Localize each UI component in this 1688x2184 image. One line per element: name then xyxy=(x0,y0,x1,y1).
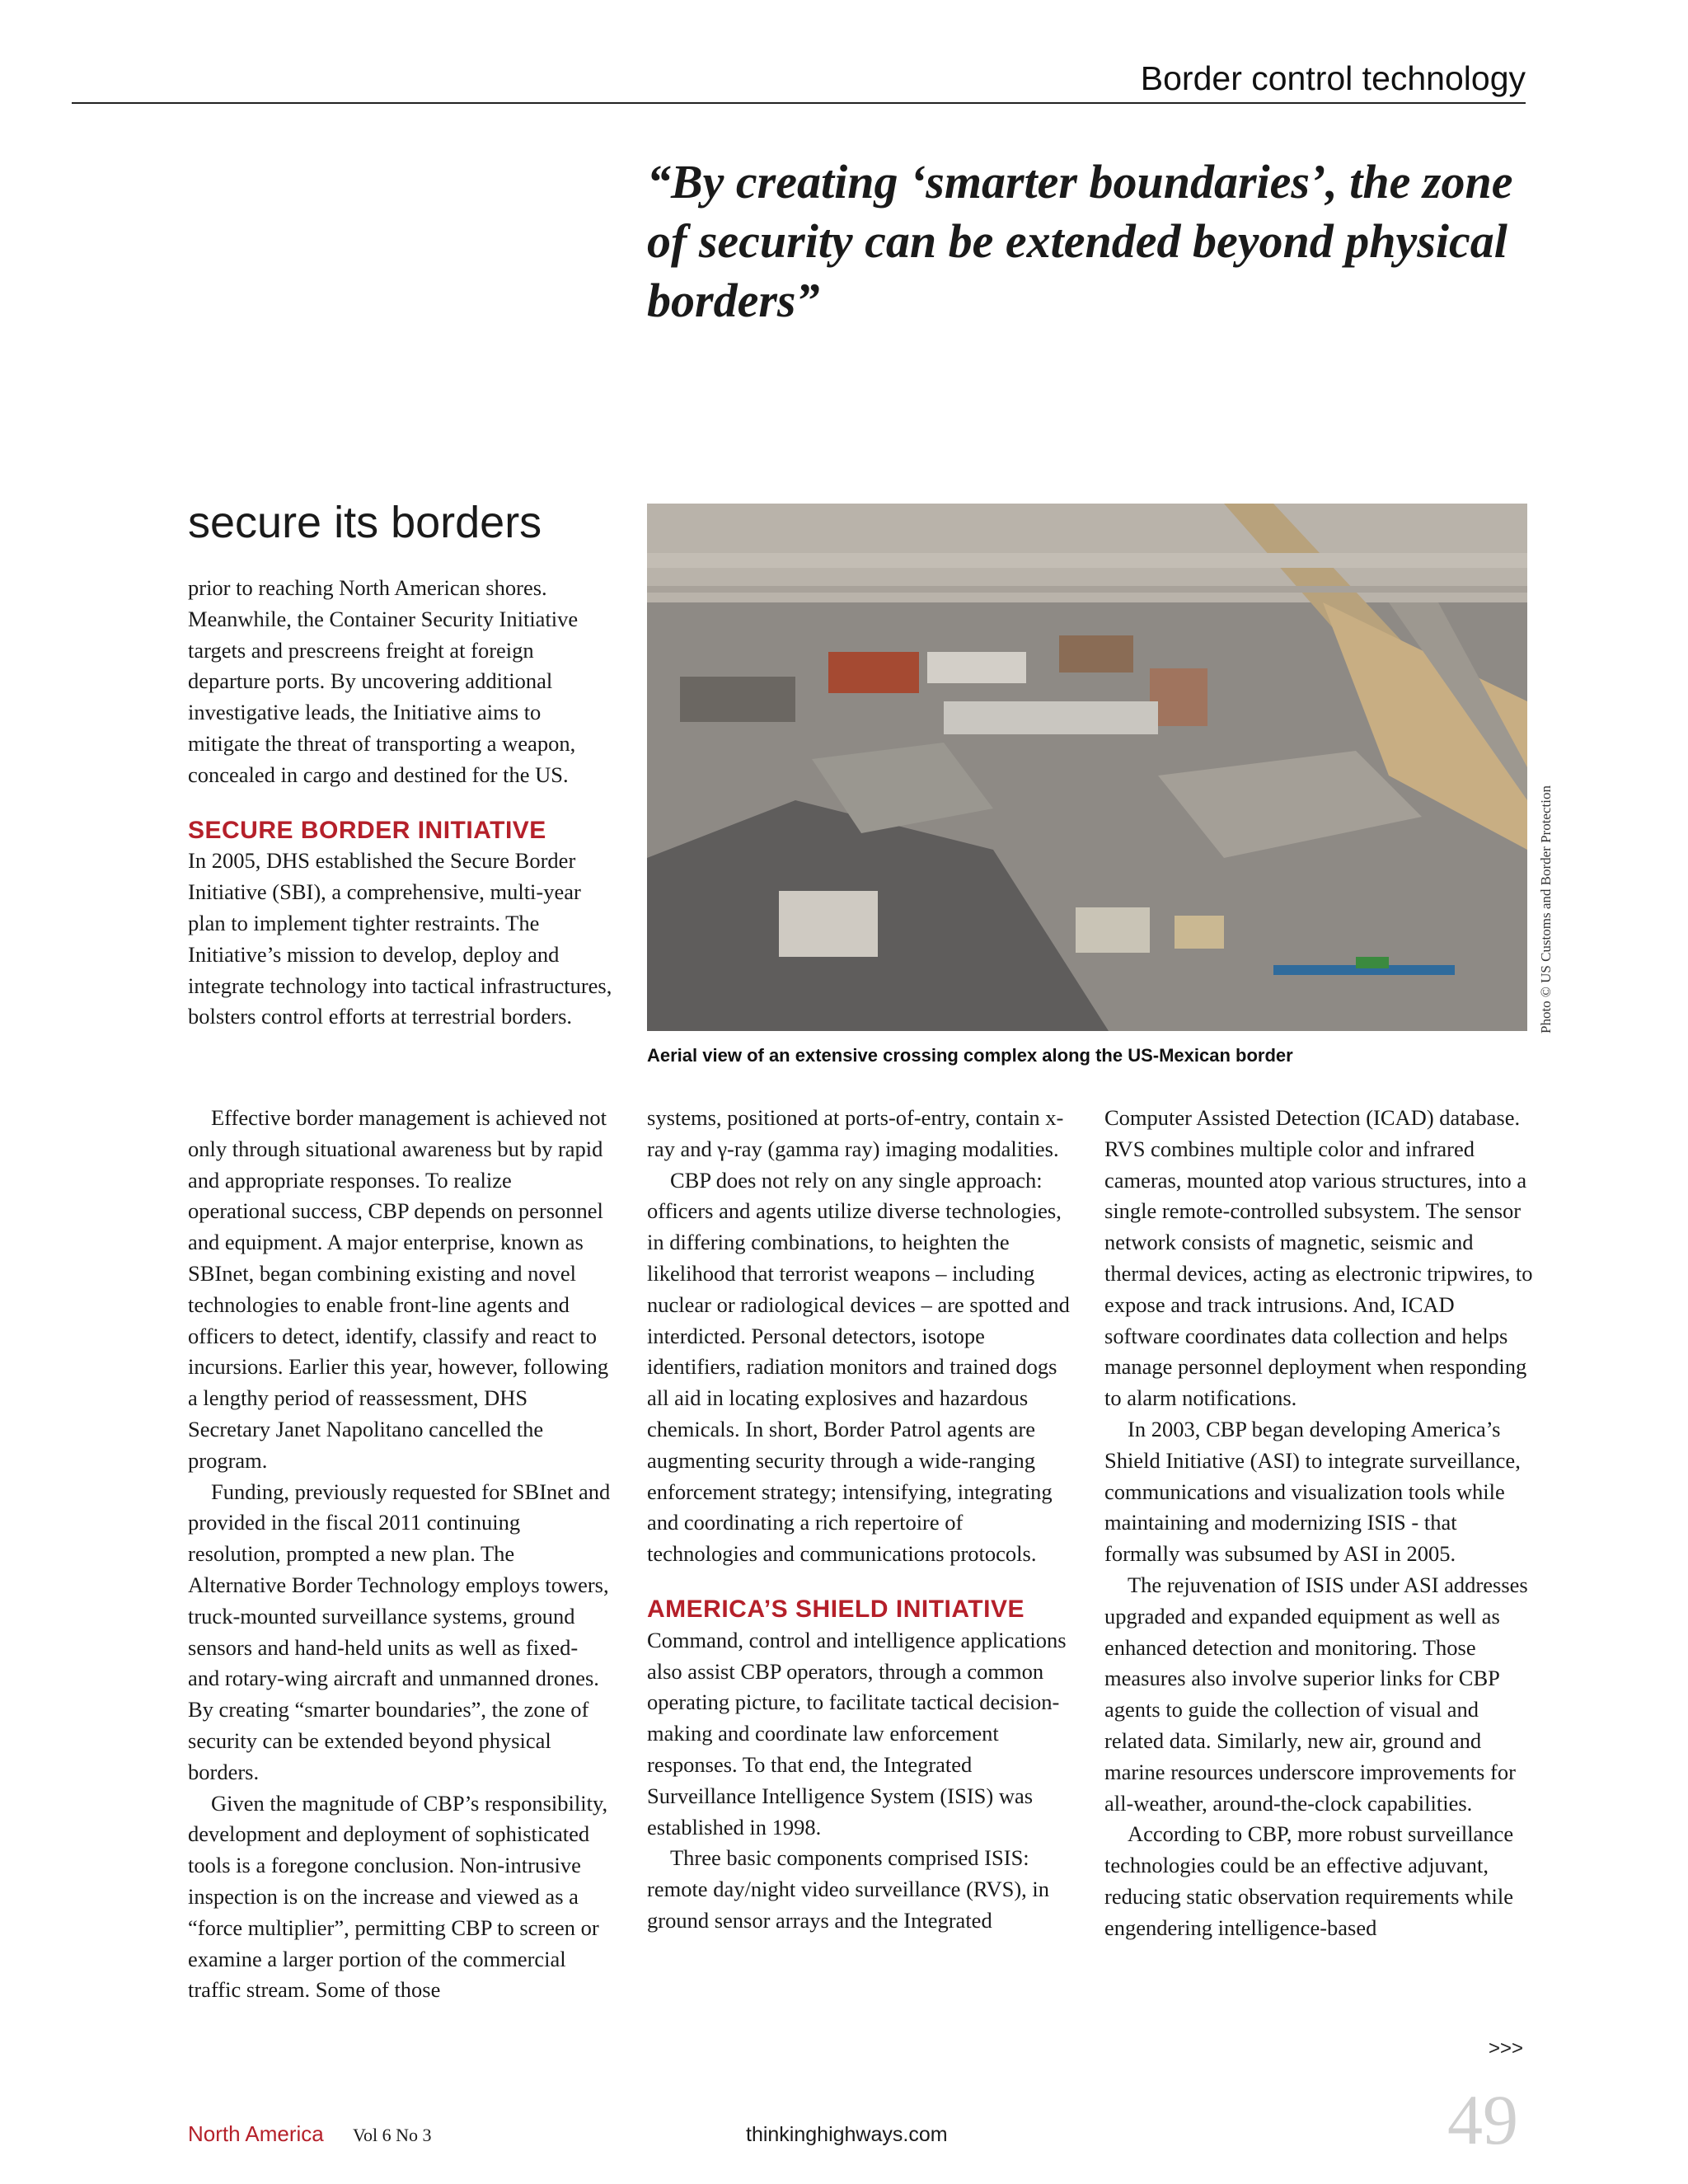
photo-credit: Photo © US Customs and Border Protection xyxy=(1538,785,1554,1033)
pull-quote: “By creating ‘smarter boundaries’, the zone of security can be extended beyond physical borders” xyxy=(647,155,1513,327)
page-number: 49 xyxy=(1447,2080,1518,2159)
paragraph: In 2005, DHS established the Secure Border Initiative (SBI), a comprehensive, multi-year plan to implement tighter restraints. The Initiative’s mission to develop, deploy and integrate technology into tactical infrastructures, bolsters control efforts at terrestrial borders. xyxy=(188,848,612,1029)
subheading-americas-shield-initiative: AMERICA’S SHIELD INITIATIVE xyxy=(647,1595,1025,1623)
column-3 xyxy=(1104,1103,1533,1944)
paragraph: Given the magnitude of CBP’s responsibility, development and deployment of sophisticated tools is a foregone conclusion. Non-intrusive inspection is on the increase and viewed as a “force multiplier”, permitting CBP to screen or examine a larger portion of the commercial traffic stream. Some of those xyxy=(188,1790,608,2003)
paragraph: According to CBP, more robust surveillance technologies could be an effective adjuvant, reducing static observation requirements while engendering intelligence-based xyxy=(1104,1821,1514,1940)
continue-arrow-icon: >>> xyxy=(1489,2037,1524,2060)
photo-caption: Aerial view of an extensive crossing complex along the US-Mexican border xyxy=(647,1045,1293,1066)
paragraph: Three basic components comprised ISIS: remote day/night video surveillance (RVS), in ground sensor arrays and the Integrated xyxy=(647,1845,1050,1933)
column-1-continued xyxy=(188,1103,612,2006)
footer-website-link[interactable]: thinkinghighways.com xyxy=(746,2123,948,2146)
paragraph: In 2003, CBP began developing America’s Shield Initiative (ASI) to integrate surveillance, communications and visualization tools while maintaining and modernizing ISIS - that formally was subsumed by ASI in 2005. xyxy=(1104,1416,1521,1567)
aerial-photo-illustration xyxy=(647,504,1527,1031)
column-1-intro xyxy=(188,573,612,1033)
footer-region: North America xyxy=(188,2121,324,2146)
paragraph: prior to reaching North American shores. Meanwhile, the Container Security Initiative targets and prescreens freight at foreign departure ports. By uncovering additional investigative leads, the Initiative aims to mitigate the threat of transporting a weapon, concealed in cargo and destined for the US. xyxy=(188,575,579,787)
paragraph: systems, positioned at ports-of-entry, contain x-ray and γ-ray (gamma ray) imaging modalities. xyxy=(647,1105,1064,1161)
paragraph: Command, control and intelligence applications also assist CBP operators, through a common operating picture, to facilitate tactical decision-making and coordinate law enforcement responses. To that end, the Integrated Surveillance Intelligence System (ISIS) was established in 1998. xyxy=(647,1627,1067,1840)
paragraph-gap xyxy=(647,1570,1076,1594)
running-header: Border control technology xyxy=(1140,59,1526,97)
paragraph: CBP does not rely on any single approach: officers and agents utilize diverse technologies, in differing combinations, to heighten the likelihood that terrorist weapons – including nuclear or radiological devices – are spotted and interdicted. Personal detectors, isotope identifiers, radiation monitors and trained dogs all aid in locating explosives and hazardous chemicals. In short, Border Patrol agents are augmenting security through a wide-ranging enforcement strategy; intensifying, integrating and coordinating a rich repertoire of technologies and communications protocols. xyxy=(647,1167,1070,1567)
header-rule xyxy=(72,102,1526,104)
paragraph-gap xyxy=(188,791,612,815)
paragraph: Effective border management is achieved not only through situational awareness but by rapid and appropriate responses. To realize operational success, CBP depends on personnel and equipment. A major enterprise, known as SBInet, began combining existing and novel technologies to enable front-line agents and officers to detect, identify, classify and react to incursions. Earlier this year, however, following a lengthy period of reassessment, DHS Secretary Janet Napolitano cancelled the program. xyxy=(188,1105,609,1473)
subheading-secure-border-initiative: SECURE BORDER INITIATIVE xyxy=(188,816,546,844)
paragraph: The rejuvenation of ISIS under ASI addresses upgraded and expanded equipment as well as enhanced detection and monitoring. Those measures also involve superior links for CBP agents to guide the collection of visual and related data. Similarly, new air, ground and marine resources underscore improvements for all-weather, around-the-clock capabilities. xyxy=(1104,1572,1528,1816)
aerial-photo xyxy=(647,504,1527,1031)
paragraph: Funding, previously requested for SBInet and provided in the fiscal 2011 continuing resolution, prompted a new plan. The Alternative Border Technology employs towers, truck-mounted surveillance systems, ground sensors and hand-held units as well as fixed- and rotary-wing aircraft and unmanned drones. By creating “smarter boundaries”, the zone of security can be extended beyond physical borders. xyxy=(188,1479,611,1784)
paragraph: Computer Assisted Detection (ICAD) database. RVS combines multiple color and infrared cameras, mounted atop various structures, into a single remote-controlled subsystem. The sensor network consists of magnetic, seismic and thermal devices, acting as electronic tripwires, to expose and track intrusions. And, ICAD software coordinates data collection and helps manage personnel deployment when responding to alarm notifications. xyxy=(1104,1105,1533,1411)
footer-volume: Vol 6 No 3 xyxy=(353,2125,432,2145)
column-2 xyxy=(647,1103,1076,1937)
section-title: secure its borders xyxy=(188,498,542,547)
